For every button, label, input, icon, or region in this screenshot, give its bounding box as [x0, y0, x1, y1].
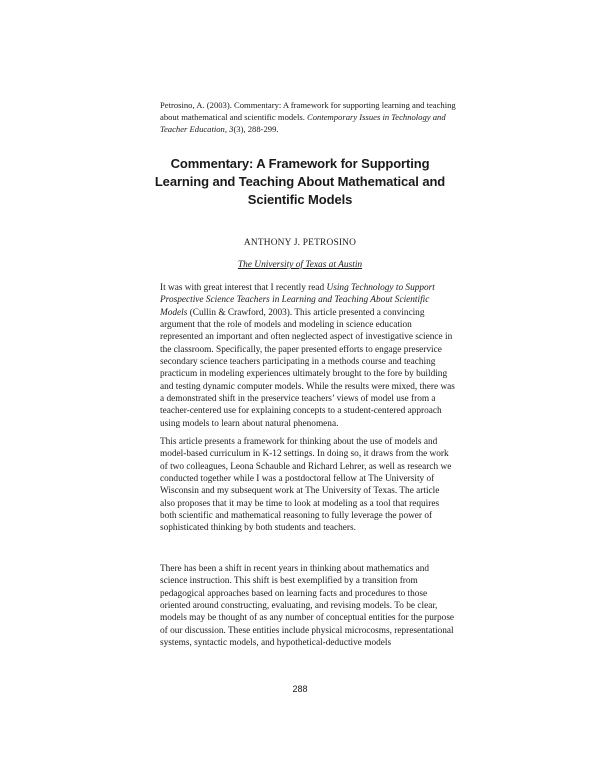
- page-number: 288: [292, 684, 308, 694]
- paragraph-2: This article presents a framework for thinking about the use of models and model-based curriculum in K-12 settings. In doing so, it draws from the work of two colleagues, Leona Schauble and Richard Lehrer, as well as research we conducted together while I was a postdoctoral fellow at The University of Wisconsin and my subsequent work at The University of Texas. The article also proposes that it may be time to look at modeling as a tool that requires both scientific and mathematical reasoning to fully leverage the power of sophisticated thinking by both students and teachers.: [160, 437, 452, 534]
- paragraph-1: [160, 282, 456, 430]
- citation: [160, 99, 460, 136]
- citation-issue: (3), 288-299.: [233, 124, 279, 135]
- referenced-book-title: Using Technology to Support Prospective Science Teachers in Learning and Teaching About Scientific Models: [160, 283, 435, 318]
- author-name: ANTHONY J. PETROSINO: [243, 238, 357, 248]
- paragraph-1-body: (Cullin & Crawford, 2003). This article presented a convincing argument that the role of models and modeling in science education represented an important and often neglected aspect of investigative science in the classroom. Specifically, the paper presented efforts to engage preservice secondary science teachers participating in a methods course and teaching practicum in modeling experiences ultimately brought to the fore by building and testing dynamic computer models. While the results were mixed, there was a demonstrated shift in the preservice teachers’ views of model use from a teacher-centered use for explaining concepts to a student-centered approach using models to learn about natural phenomena.: [160, 307, 455, 429]
- citation-journal: Contemporary Issues in Technology and Teacher Education, 3: [160, 112, 446, 135]
- paragraph-1-intro: It was with great interest that I recently read: [160, 283, 327, 293]
- citation-text: Petrosino, A. (2003). Commentary: A framework for supporting learning and teaching about mathematical and scientific models.: [160, 100, 456, 123]
- paragraph-3: There has been a shift in recent years in thinking about mathematics and science instruction. This shift is best exemplified by a transition from pedagogical approaches based on learning facts and procedures to those oriented around constructing, evaluating, and revising models. To be clear, models may be thought of as any number of conceptual entities for the purpose of our discussion. These entities include physical microcosms, representational systems, syntactic models, and hypothetical-deductive models: [160, 564, 455, 649]
- author-affiliation: The University of Texas at Austin: [237, 260, 363, 270]
- paper-title: Commentary: A Framework for Supporting Learning and Teaching About Mathematical and Scientific Models: [154, 156, 446, 207]
